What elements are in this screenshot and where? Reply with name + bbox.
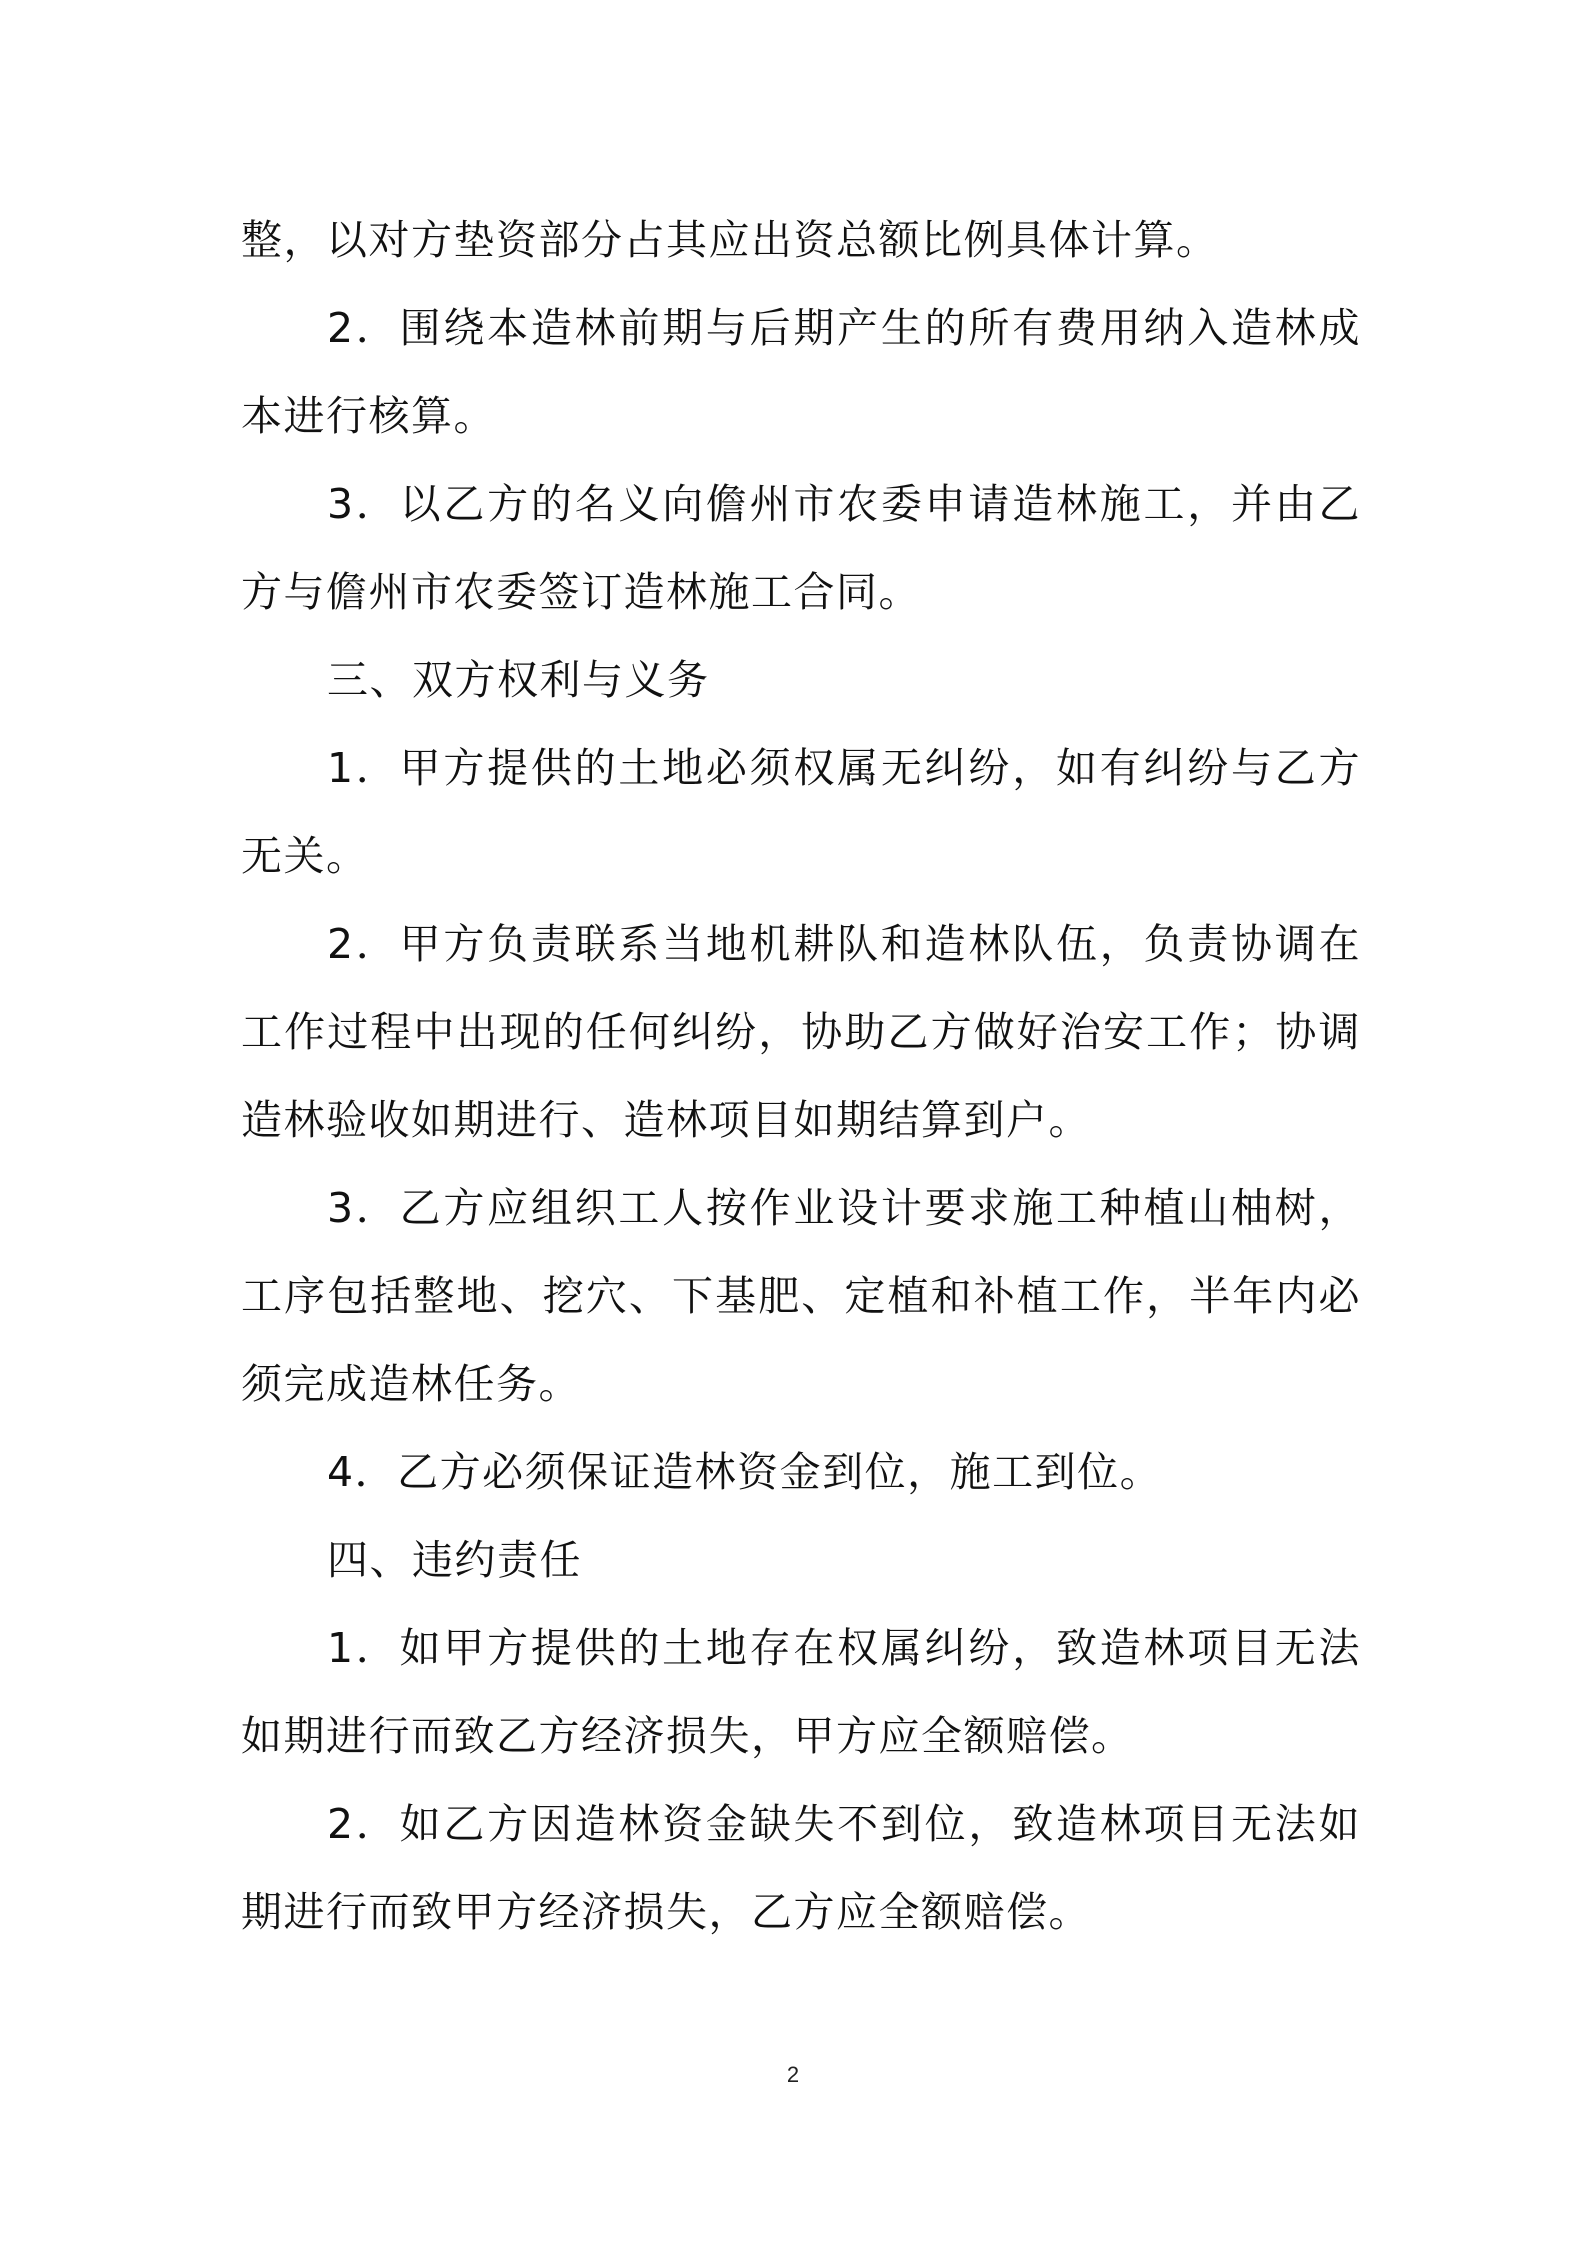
paragraph-liability-2: 2．如乙方因造林资金缺失不到位，致造林项目无法如期进行而致甲方经济损失，乙方应全额赔偿。 [241,1800,1361,1936]
paragraph-rights-1: 1．甲方提供的土地必须权属无纠纷，如有纠纷与乙方无关。 [241,744,1361,880]
paragraph-rights-3: 3．乙方应组织工人按作业设计要求施工种植山柚树，工序包括整地、挖穴、下基肥、定植和补植工作，半年内必须完成造林任务。 [241,1184,1361,1408]
section-heading-liability: 四、违约责任 [327,1536,582,1584]
paragraph-rights-2: 2．甲方负责联系当地机耕队和造林队伍，负责协调在工作过程中出现的任何纠纷，协助乙方做好治安工作；协调造林验收如期进行、造林项目如期结算到户。 [241,920,1361,1144]
document-body [241,196,1361,1956]
paragraph-clause-2: 2．围绕本造林前期与后期产生的所有费用纳入造林成本进行核算。 [241,304,1361,440]
paragraph-clause-3: 3．以乙方的名义向儋州市农委申请造林施工，并由乙方与儋州市农委签订造林施工合同。 [241,480,1361,616]
paragraph-continuation: 整，以对方垫资部分占其应出资总额比例具体计算。 [241,216,1219,264]
section-heading-rights-obligations: 三、双方权利与义务 [327,656,710,704]
page-number: 2 [786,2062,800,2087]
paragraph-rights-4: 4．乙方必须保证造林资金到位，施工到位。 [327,1448,1163,1496]
paragraph-liability-1: 1．如甲方提供的土地存在权属纠纷，致造林项目无法如期进行而致乙方经济损失，甲方应全额赔偿。 [241,1624,1361,1760]
